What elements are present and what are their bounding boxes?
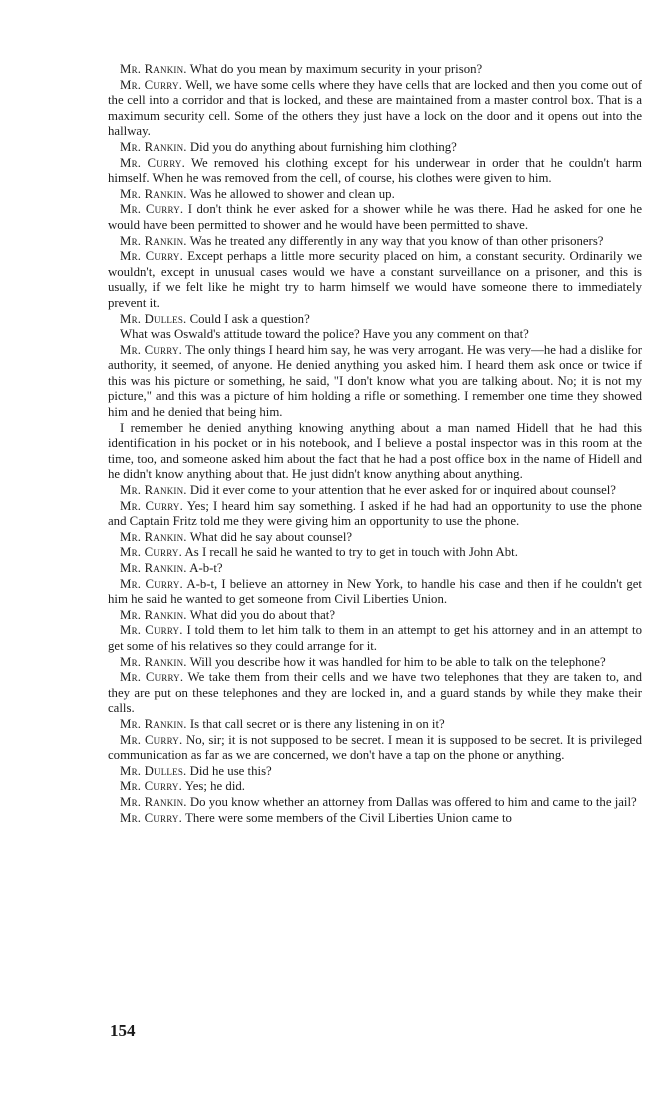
paragraph	[108, 655, 642, 671]
document-page	[108, 62, 642, 826]
paragraph	[108, 733, 642, 764]
speaker-name: Mr. Rankin.	[120, 716, 187, 731]
paragraph-text: Was he treated any differently in any way that you know of than other prisoners?	[189, 233, 604, 248]
paragraph	[108, 764, 642, 780]
paragraph-text: There were some members of the Civil Liberties Union came to	[185, 810, 512, 825]
paragraph-text: Did he use this?	[189, 763, 272, 778]
speaker-name: Mr. Curry.	[120, 498, 183, 513]
paragraph	[108, 327, 642, 343]
paragraph	[108, 249, 642, 311]
paragraph-text: I remember he denied anything knowing anything about a man named Hidell that he had this identification in his pocket or in his notebook, and I believe a postal inspector was in this room at the time, too, and someone asked him about the fact that he had a post office box in the name of Hidell and he didn't know anything about that. He just didn't know anything about anything.	[108, 420, 642, 482]
speaker-name: Mr. Rankin.	[120, 607, 187, 622]
speaker-name: Mr. Curry.	[120, 155, 185, 170]
paragraph	[108, 78, 642, 140]
paragraph	[108, 483, 642, 499]
paragraph	[108, 343, 642, 421]
speaker-name: Mr. Rankin.	[120, 186, 187, 201]
paragraph-text: Is that call secret or is there any listening in on it?	[189, 716, 445, 731]
speaker-name: Mr. Curry.	[120, 249, 184, 264]
paragraph-text: We removed his clothing except for his underwear in order that he couldn't harm himself. When he was removed from the cell, of course, his clothes were given to him.	[108, 155, 643, 186]
paragraph-text: A-b-t, I believe an attorney in New York, to handle his case and then if he couldn't get him he said he wanted to get someone from Civil Liberties Union.	[108, 576, 642, 607]
speaker-name: Mr. Rankin.	[120, 654, 187, 669]
paragraph	[108, 779, 642, 795]
paragraph	[108, 561, 642, 577]
speaker-name: Mr. Curry.	[120, 202, 184, 217]
speaker-name: Mr. Rankin.	[120, 561, 187, 575]
paragraph-text: What was Oswald's attitude toward the police? Have you any comment on that?	[120, 327, 529, 342]
paragraph-text: Did it ever come to your attention that he ever asked for or inquired about counsel?	[189, 483, 616, 498]
speaker-name: Mr. Curry.	[120, 810, 183, 825]
speaker-name: Mr. Dulles.	[120, 311, 187, 326]
paragraph-text: Except perhaps a little more security placed on him, a constant security. Ordinarily we wouldn't, except in unusual cases would we have a constant surveillance on a prisoner, and this is usually, if we felt like he might try to harm himself we would have someone there to immediately prevent it.	[108, 249, 642, 310]
paragraph	[108, 62, 642, 78]
page-number: 154	[110, 1021, 136, 1040]
speaker-name: Mr. Curry.	[120, 342, 183, 357]
paragraph	[108, 670, 642, 717]
paragraph-text: What do you mean by maximum security in your prison?	[189, 62, 483, 76]
paragraph	[108, 545, 642, 561]
speaker-name: Mr. Rankin.	[120, 62, 187, 76]
speaker-name: Mr. Rankin.	[120, 233, 187, 248]
speaker-name: Mr. Curry.	[120, 732, 183, 747]
paragraph	[108, 795, 642, 811]
speaker-name: Mr. Curry.	[120, 576, 183, 591]
paragraph	[108, 530, 642, 546]
speaker-name: Mr. Curry.	[120, 670, 184, 685]
paragraph-text: What did he say about counsel?	[189, 529, 353, 544]
paragraph	[108, 234, 642, 250]
paragraph-text: What did you do about that?	[189, 607, 336, 622]
paragraph-text: Could I ask a question?	[189, 311, 310, 326]
paragraph-text: Yes; he did.	[184, 779, 245, 794]
paragraph	[108, 717, 642, 733]
paragraph	[108, 623, 642, 654]
paragraph	[108, 499, 642, 530]
paragraph	[108, 577, 642, 608]
paragraph-text: I told them to let him talk to them in an attempt to get his attorney and in an attempt to get some of his relatives so they could arrange for it.	[108, 623, 643, 653]
paragraph	[108, 156, 642, 187]
paragraph	[108, 811, 642, 827]
paragraph-text: A-b-t?	[189, 561, 223, 575]
paragraph	[108, 187, 642, 203]
speaker-name: Mr. Rankin.	[120, 139, 187, 154]
speaker-name: Mr. Dulles.	[120, 763, 187, 778]
speaker-name: Mr. Rankin.	[120, 529, 187, 544]
paragraph-text: Do you know whether an attorney from Dallas was offered to him and came to the jail?	[189, 794, 637, 809]
paragraph	[108, 202, 642, 233]
speaker-name: Mr. Curry.	[120, 779, 183, 794]
paragraph-text: Well, we have some cells where they have cells that are locked and then you come out of the cell into a corridor and that is locked, and these are maintained from a master control box. That is a maximum security cell. Some of the others they just have a lock on the door and it opens out into the hallway.	[108, 77, 642, 139]
paragraph-text: Was he allowed to shower and clean up.	[189, 186, 395, 201]
paragraph-text: No, sir; it is not supposed to be secret. I mean it is supposed to be secret. It is privileged communication as far as we are concerned, we don't have a tap on the phone or anything.	[108, 732, 642, 763]
paragraph	[108, 421, 642, 483]
paragraph-text: The only things I heard him say, he was very arrogant. He was very—he had a dislike for authority, it seemed, of anyone. He denied anything you asked him. I heard them ask once or twice if this was his picture or something, he said, "I don't know what you are talking about. No; it is not my picture," and this was a picture of him holding a rifle or something. I remember one time they showed him and he denied that being him.	[108, 342, 643, 420]
paragraph-text: We take them from their cells and we have two telephones that they are taken to, and they are put on these telephones and they are locked in, and a guard stands by while they make their calls.	[108, 670, 642, 716]
paragraph-text: I don't think he ever asked for a shower while he was there. Had he asked for one he would have been permitted to shower and he would have been permitted to shave.	[108, 202, 643, 232]
paragraph-text: Will you describe how it was handled for him to be able to talk on the telephone?	[189, 654, 606, 669]
paragraph-text: As I recall he said he wanted to try to get in touch with John Abt.	[184, 545, 518, 560]
speaker-name: Mr. Curry.	[120, 77, 183, 92]
paragraph	[108, 140, 642, 156]
speaker-name: Mr. Curry.	[120, 623, 183, 638]
speaker-name: Mr. Rankin.	[120, 483, 187, 498]
paragraph	[108, 312, 642, 328]
paragraph	[108, 608, 642, 624]
speaker-name: Mr. Curry.	[120, 545, 183, 560]
speaker-name: Mr. Rankin.	[120, 794, 187, 809]
paragraph-text: Did you do anything about furnishing him clothing?	[189, 139, 457, 154]
paragraph-text: Yes; I heard him say something. I asked if he had had an opportunity to use the phone and Captain Fritz told me they were giving him an opportunity to use the phone.	[108, 498, 642, 529]
